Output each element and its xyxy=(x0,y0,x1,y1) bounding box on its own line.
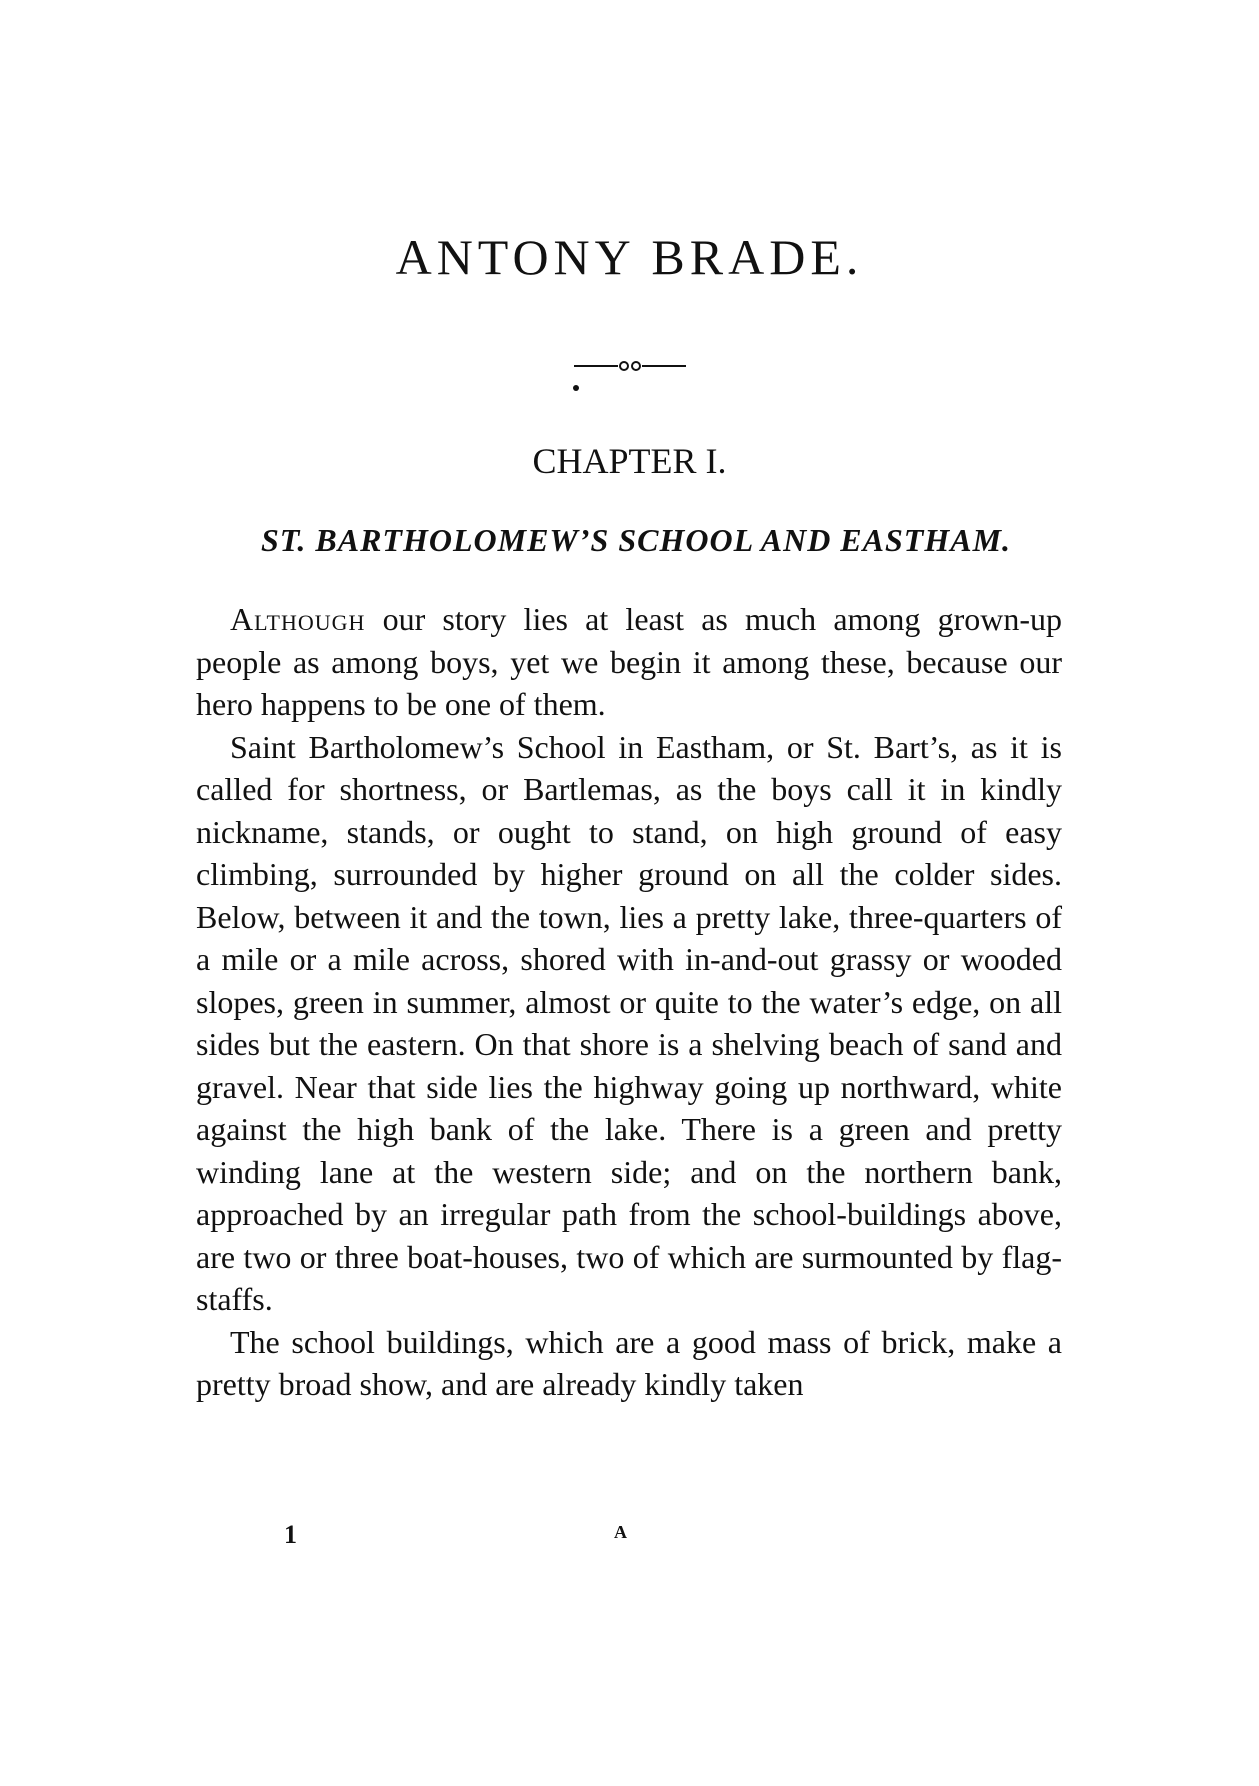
paragraph-text: The school buildings, which are a good mass of brick, make a pretty broad show, and are already kindly taken xyxy=(196,1323,1062,1402)
ornamental-rule-icon xyxy=(0,356,1259,396)
paragraph xyxy=(196,598,1062,726)
book-title: ANTONY BRADE. xyxy=(395,229,864,285)
page-number: 1 xyxy=(284,1520,297,1549)
body-text xyxy=(196,598,1062,1406)
chapter-number: CHAPTER I. xyxy=(532,441,727,481)
paragraph xyxy=(196,1321,1062,1406)
signature-mark: A xyxy=(614,1522,627,1542)
chapter-title: ST. BARTHOLOMEW’S SCHOOL AND EASTHAM. xyxy=(260,522,1012,558)
page-footer xyxy=(0,1520,1259,1560)
paragraph xyxy=(196,726,1062,1321)
paragraph-text: our story lies at least as much among grown-up people as among boys, yet we begin it among these, because our hero happens to be one of them. xyxy=(196,601,1062,722)
lead-word: Although xyxy=(230,601,366,637)
paragraph-text: Saint Bartholomew’s School in Eastham, or St. Bart’s, as it is called for shortness, or Bartlemas, as the boys call it in kindly nickname, stands, or ought to stand, on high ground of easy climbing, surrounded by higher ground on all the colder sides. Below, between it and the town, lies a pretty lake, three-quarters of a mile or a mile across, shored with in-and-out grassy or wooded slopes, green in summer, almost or quite to the water’s edge, on all sides but the eastern. On that shore is a shelving beach of sand and gravel. Near that side lies the highway going up northward, white against the high bank of the lake. There is a green and pretty winding lane at the western side; and on the northern bank, approached by an irregular path from the school-buildings above, are two or three boat-houses, two of which are surmounted by flag-staffs. xyxy=(196,728,1062,1317)
